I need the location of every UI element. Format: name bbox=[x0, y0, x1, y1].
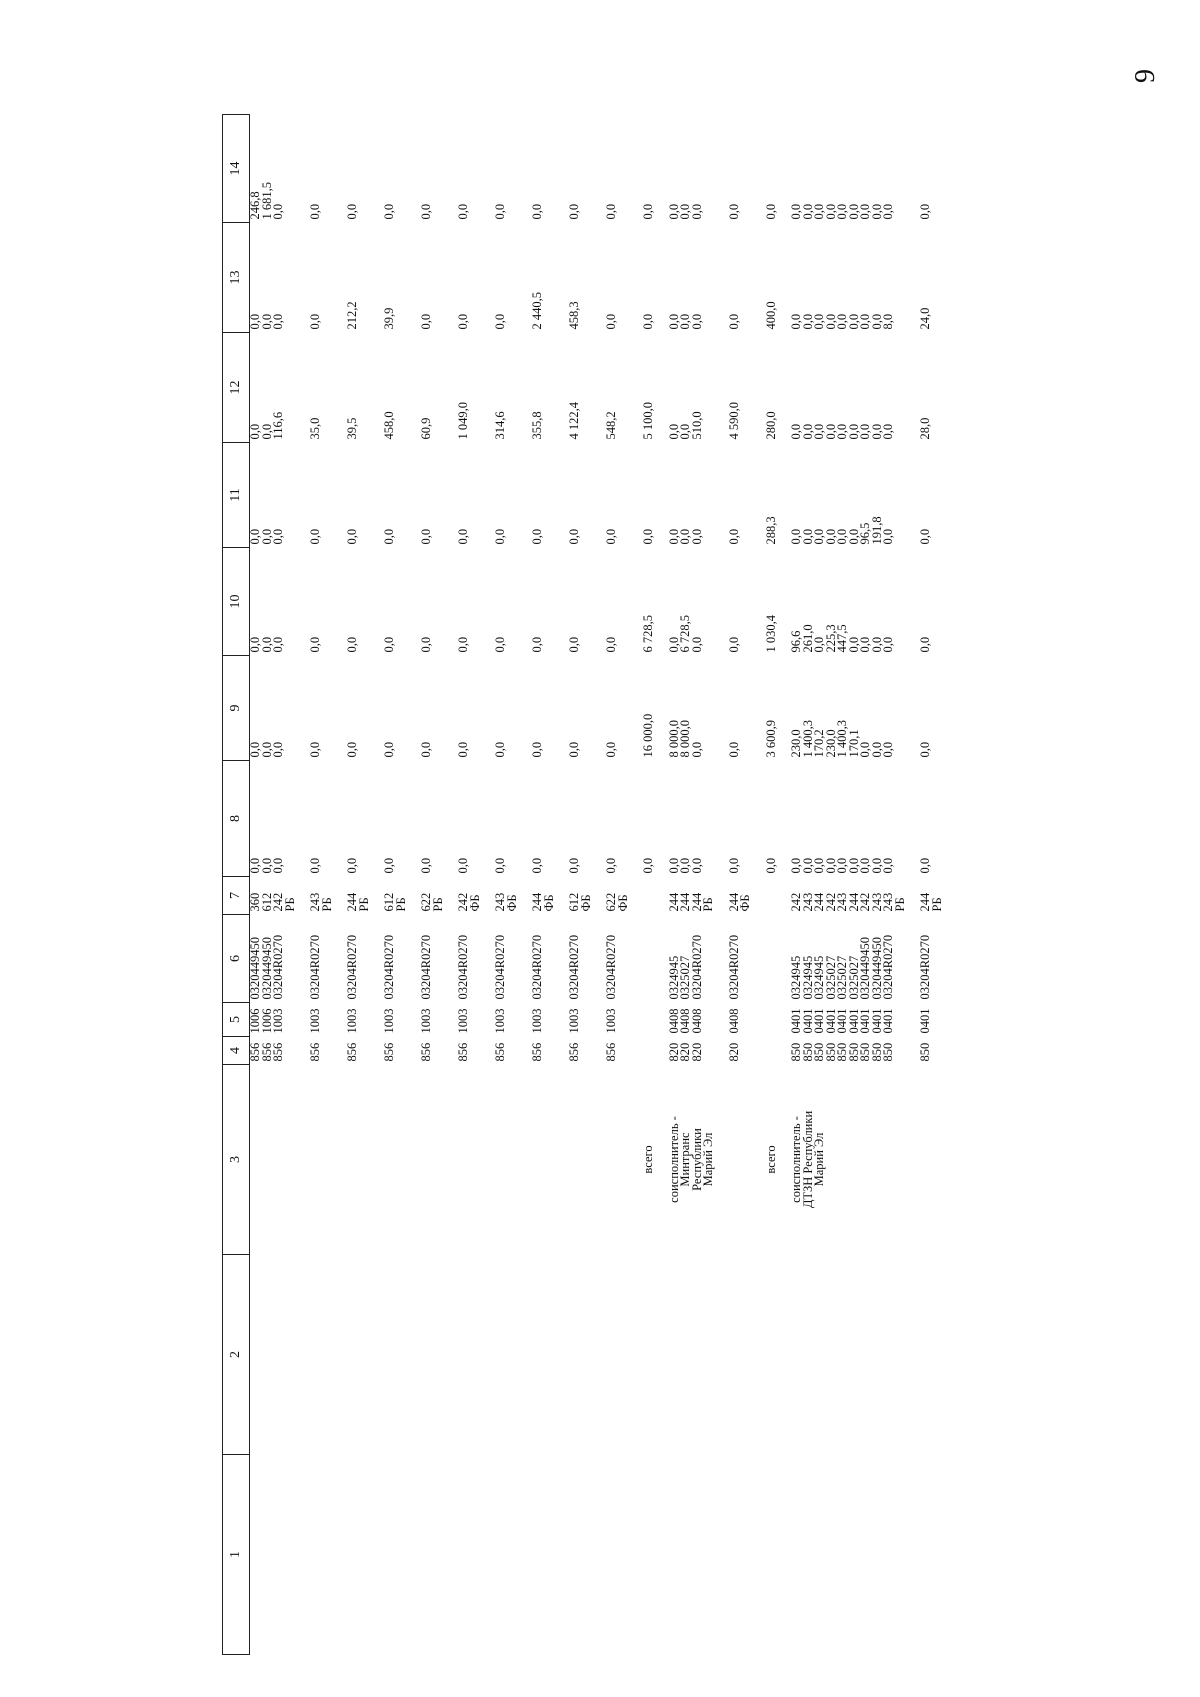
cell-col-13: 0,0 bbox=[456, 313, 470, 330]
cell-col-11: 0,0 0,0 0,0 0,0 0,0 0,0 96,5 191,8 0,0 bbox=[789, 516, 895, 545]
cell-col-2 bbox=[495, 1255, 518, 1455]
cell-col-12: 5 100,0 bbox=[641, 402, 655, 440]
cell-col-13: 212,2 bbox=[345, 301, 359, 330]
cell-col-1 bbox=[729, 1455, 752, 1655]
cell-col-6: 03204R0270 bbox=[567, 934, 581, 1000]
cell-col-11: 0,0 bbox=[382, 528, 396, 545]
cell-col-14: 0,0 0,0 0,0 0,0 0,0 0,0 0,0 0,0 0,0 bbox=[789, 203, 895, 220]
cell-col-14: 0,0 bbox=[530, 203, 544, 220]
cell-col-6: 03204R0270 bbox=[604, 934, 618, 1000]
cell-col-9: 3 600,9 bbox=[763, 720, 778, 758]
row-spacer bbox=[592, 115, 606, 1655]
cell-col-9: 0,0 bbox=[567, 741, 581, 758]
table-row bbox=[532, 115, 555, 1655]
cell-col-11: 0,0 bbox=[456, 528, 470, 545]
cell-col-10: 0,0 bbox=[419, 636, 433, 653]
row-spacer bbox=[752, 115, 766, 1655]
cell-col-4: 856 bbox=[456, 1042, 470, 1062]
cell-col-4: 856 bbox=[530, 1042, 544, 1062]
cell-col-8: 0,0 bbox=[419, 857, 433, 874]
cell-col-2 bbox=[920, 1255, 943, 1455]
column-header-2: 2 bbox=[223, 1255, 250, 1455]
cell-col-4: 820 bbox=[726, 1042, 741, 1062]
cell-col-7: 242 243 244 242 243 244 242 243 243 РБ bbox=[789, 892, 907, 912]
cell-col-8: 0,0 bbox=[641, 857, 655, 874]
cell-col-5: 1003 bbox=[419, 1008, 433, 1034]
column-header-5: 5 bbox=[223, 1003, 250, 1037]
cell-col-2 bbox=[791, 1255, 906, 1455]
cell-col-13: 400,0 bbox=[763, 301, 778, 330]
cell-col-1 bbox=[384, 1455, 407, 1655]
cell-col-11: 0,0 bbox=[918, 528, 932, 545]
cell-col-1 bbox=[421, 1455, 444, 1655]
cell-col-1 bbox=[532, 1455, 555, 1655]
table-row bbox=[310, 115, 333, 1655]
table-row bbox=[569, 115, 592, 1655]
cell-col-11: 0,0 bbox=[493, 528, 507, 545]
cell-col-1 bbox=[347, 1455, 370, 1655]
cell-col-8: 0,0 bbox=[456, 857, 470, 874]
row-spacer bbox=[777, 115, 791, 1655]
cell-col-14: 0,0 0,0 0,0 bbox=[666, 203, 704, 220]
cell-col-8: 0,0 bbox=[567, 857, 581, 874]
cell-col-11: 0,0 bbox=[419, 528, 433, 545]
cell-col-3 bbox=[250, 1065, 297, 1255]
cell-col-11: 288,3 bbox=[763, 516, 778, 545]
cell-col-10: 0,0 bbox=[456, 636, 470, 653]
cell-col-3 bbox=[569, 1065, 592, 1255]
cell-col-4: 850 850 850 850 850 850 850 850 850 bbox=[789, 1042, 895, 1062]
cell-col-5: 0401 bbox=[918, 1008, 932, 1034]
cell-col-2 bbox=[310, 1255, 333, 1455]
cell-col-10: 0,0 bbox=[493, 636, 507, 653]
cell-col-7: 622 РБ bbox=[419, 892, 445, 912]
column-header-6: 6 bbox=[223, 915, 250, 1003]
cell-col-5: 0408 0408 0408 bbox=[666, 1008, 704, 1034]
cell-col-10: 0,0 bbox=[567, 636, 581, 653]
cell-col-13: 0,0 bbox=[493, 313, 507, 330]
cell-col-10: 0,0 bbox=[604, 636, 618, 653]
cell-col-9: 230,0 1 400,3 170,2 230,0 1 400,3 170,1 0,0 0,0 0,0 bbox=[789, 720, 895, 758]
cell-col-4: 856 bbox=[493, 1042, 507, 1062]
cell-col-12: 1 049,0 bbox=[456, 402, 470, 440]
cell-col-6: 03204R0270 bbox=[345, 934, 359, 1000]
row-spacer bbox=[481, 115, 495, 1655]
cell-col-5: 1003 bbox=[567, 1008, 581, 1034]
cell-col-3 bbox=[532, 1065, 555, 1255]
cell-col-9: 0,0 bbox=[604, 741, 618, 758]
cell-col-13: 0,0 0,0 0,0 bbox=[666, 313, 704, 330]
cell-col-8: 0,0 bbox=[308, 857, 322, 874]
cell-col-12: 548,2 bbox=[604, 411, 618, 440]
cell-col-2 bbox=[766, 1255, 778, 1455]
cell-col-12: 4 122,4 bbox=[567, 402, 581, 440]
cell-col-13: 0,0 bbox=[726, 313, 741, 330]
cell-col-14: 0,0 bbox=[382, 203, 396, 220]
cell-col-9: 0,0 bbox=[308, 741, 322, 758]
cell-col-14: 0,0 bbox=[918, 203, 932, 220]
cell-col-2 bbox=[532, 1255, 555, 1455]
cell-col-2 bbox=[729, 1255, 752, 1455]
cell-col-13: 0,0 bbox=[604, 313, 618, 330]
column-header-11: 11 bbox=[223, 443, 250, 548]
cell-col-2 bbox=[569, 1255, 592, 1455]
cell-col-14: 0,0 bbox=[641, 203, 655, 220]
cell-col-3 bbox=[421, 1065, 444, 1255]
cell-col-9: 0,0 bbox=[726, 741, 741, 758]
cell-col-8: 0,0 bbox=[604, 857, 618, 874]
cell-col-14: 0,0 bbox=[493, 203, 507, 220]
cell-col-10: 0,0 6 728,5 0,0 bbox=[666, 615, 704, 653]
cell-col-8: 0,0 bbox=[382, 857, 396, 874]
row-spacer bbox=[444, 115, 458, 1655]
cell-col-5: 1003 bbox=[604, 1008, 618, 1034]
cell-col-10: 0,0 bbox=[308, 636, 322, 653]
cell-col-7: 243 ФБ bbox=[493, 892, 519, 912]
table-row bbox=[384, 115, 407, 1655]
cell-col-12: 39,5 bbox=[345, 417, 359, 440]
column-header-10: 10 bbox=[223, 548, 250, 656]
table-row bbox=[791, 115, 906, 1655]
cell-col-5: 1003 bbox=[308, 1008, 322, 1034]
cell-col-6: 0324945 0324945 0324945 0325027 0325027 0325027 0320449450 0320449450 03204R0270 bbox=[789, 934, 895, 1000]
cell-col-4: 856 bbox=[382, 1042, 396, 1062]
cell-col-10: 96,6 261,0 0,0 225,3 447,5 0,0 0,0 0,0 0,0 bbox=[789, 624, 895, 653]
cell-col-3: соисполнитель - ДТЗН Республики Марий Эл bbox=[789, 1110, 826, 1209]
cell-col-13: 0,0 0,0 0,0 bbox=[248, 313, 285, 330]
cell-col-13: 24,0 bbox=[918, 307, 932, 330]
cell-col-6 bbox=[766, 915, 778, 1003]
cell-col-9: 8 000,0 8 000,0 0,0 bbox=[666, 720, 704, 758]
cell-col-6: 0324945 0325027 03204R0270 bbox=[666, 934, 704, 1000]
cell-col-10: 0,0 bbox=[382, 636, 396, 653]
cell-col-13: 0,0 bbox=[641, 313, 655, 330]
cell-col-9: 0,0 0,0 0,0 bbox=[248, 741, 285, 758]
cell-col-9: 0,0 bbox=[456, 741, 470, 758]
cell-col-11: 0,0 0,0 0,0 bbox=[666, 528, 704, 545]
cell-col-7: 244 ФБ bbox=[530, 892, 556, 912]
cell-col-9: 0,0 bbox=[382, 741, 396, 758]
cell-col-3 bbox=[606, 1065, 629, 1255]
cell-col-5: 1003 bbox=[493, 1008, 507, 1034]
cell-col-14: 246,8 1 681,5 0,0 bbox=[248, 182, 285, 220]
column-header-4: 4 bbox=[223, 1037, 250, 1065]
column-header-7: 7 bbox=[223, 877, 250, 915]
cell-col-14: 0,0 bbox=[419, 203, 433, 220]
cell-col-14: 0,0 bbox=[308, 203, 322, 220]
cell-col-7: 244 ФБ bbox=[726, 892, 752, 912]
cell-col-1 bbox=[643, 1455, 655, 1655]
cell-col-1 bbox=[495, 1455, 518, 1655]
cell-col-14: 0,0 bbox=[345, 203, 359, 220]
row-spacer bbox=[555, 115, 569, 1655]
cell-col-5: 0408 bbox=[726, 1008, 741, 1034]
cell-col-9: 0,0 bbox=[530, 741, 544, 758]
row-spacer bbox=[715, 115, 729, 1655]
cell-col-1 bbox=[669, 1455, 715, 1655]
cell-col-7: 243 РБ bbox=[308, 892, 334, 912]
cell-col-5: 1003 bbox=[345, 1008, 359, 1034]
cell-col-5: 1003 bbox=[530, 1008, 544, 1034]
cell-col-12: 0,0 0,0 510,0 bbox=[666, 411, 704, 440]
cell-col-4: 820 820 820 bbox=[666, 1042, 704, 1062]
row-spacer bbox=[370, 115, 384, 1655]
cell-col-10: 0,0 bbox=[918, 636, 932, 653]
cell-col-6: 03204R0270 bbox=[493, 934, 507, 1000]
row-spacer bbox=[296, 115, 310, 1655]
cell-col-2 bbox=[384, 1255, 407, 1455]
cell-col-10: 0,0 0,0 0,0 bbox=[248, 636, 285, 653]
table-body bbox=[250, 115, 944, 1655]
column-header-9: 9 bbox=[223, 656, 250, 761]
row-spacer bbox=[333, 115, 347, 1655]
cell-col-10: 0,0 bbox=[726, 636, 741, 653]
cell-col-8: 0,0 bbox=[530, 857, 544, 874]
cell-col-7: 244 244 244 РБ bbox=[666, 892, 715, 912]
column-header-8: 8 bbox=[223, 761, 250, 877]
cell-col-1 bbox=[310, 1455, 333, 1655]
cell-col-8: 0,0 bbox=[918, 857, 932, 874]
cell-col-6: 03204R0270 bbox=[382, 934, 396, 1000]
cell-col-13: 2 440,5 bbox=[530, 292, 544, 330]
cell-col-9: 0,0 bbox=[493, 741, 507, 758]
cell-col-7: 612 РБ bbox=[382, 892, 408, 912]
cell-col-14: 0,0 bbox=[456, 203, 470, 220]
cell-col-8: 0,0 bbox=[763, 857, 778, 874]
table-row bbox=[250, 115, 297, 1655]
cell-col-1 bbox=[569, 1455, 592, 1655]
column-header-12: 12 bbox=[223, 333, 250, 443]
cell-col-7: 244 РБ bbox=[918, 892, 944, 912]
table-row bbox=[421, 115, 444, 1655]
cell-col-4: 850 bbox=[918, 1042, 932, 1062]
cell-col-2 bbox=[606, 1255, 629, 1455]
cell-col-3: всего bbox=[763, 1145, 778, 1174]
cell-col-10: 0,0 bbox=[345, 636, 359, 653]
cell-col-12: 0,0 0,0 0,0 0,0 0,0 0,0 0,0 0,0 0,0 bbox=[789, 423, 895, 440]
cell-col-11: 0,0 bbox=[726, 528, 741, 545]
cell-col-10: 0,0 bbox=[530, 636, 544, 653]
cell-col-4: 856 bbox=[308, 1042, 322, 1062]
table-row bbox=[458, 115, 481, 1655]
cell-col-11: 0,0 bbox=[641, 528, 655, 545]
cell-col-6: 03204R0270 bbox=[419, 934, 433, 1000]
table-row bbox=[347, 115, 370, 1655]
cell-col-2 bbox=[250, 1255, 297, 1455]
cell-col-14: 0,0 bbox=[763, 203, 778, 220]
cell-col-3: соисполнитель - Минтранс Республики Марий Эл bbox=[666, 1116, 715, 1203]
cell-col-8: 0,0 bbox=[345, 857, 359, 874]
table-row bbox=[766, 115, 778, 1655]
row-spacer bbox=[518, 115, 532, 1655]
cell-col-12: 4 590,0 bbox=[726, 402, 741, 440]
cell-col-9: 0,0 bbox=[918, 741, 932, 758]
column-header-1: 1 bbox=[223, 1455, 250, 1655]
cell-col-13: 458,3 bbox=[567, 301, 581, 330]
table-row bbox=[643, 115, 655, 1655]
cell-col-3 bbox=[495, 1065, 518, 1255]
cell-col-3 bbox=[384, 1065, 407, 1255]
cell-col-14: 0,0 bbox=[567, 203, 581, 220]
cell-col-4: 856 bbox=[567, 1042, 581, 1062]
cell-col-8: 0,0 0,0 0,0 bbox=[248, 857, 285, 874]
table-row bbox=[920, 115, 943, 1655]
cell-col-7: 242 ФБ bbox=[456, 892, 482, 912]
cell-col-3 bbox=[347, 1065, 370, 1255]
column-number-row bbox=[223, 115, 250, 1655]
cell-col-4 bbox=[766, 1037, 778, 1065]
cell-col-1 bbox=[606, 1455, 629, 1655]
row-spacer bbox=[629, 115, 643, 1655]
cell-col-1 bbox=[791, 1455, 906, 1655]
cell-col-1 bbox=[458, 1455, 481, 1655]
cell-col-3: всего bbox=[641, 1145, 655, 1174]
column-header-14: 14 bbox=[223, 115, 250, 223]
cell-col-3 bbox=[458, 1065, 481, 1255]
cell-col-3 bbox=[310, 1065, 333, 1255]
column-header-3: 3 bbox=[223, 1065, 250, 1255]
cell-col-12: 314,6 bbox=[493, 411, 507, 440]
cell-col-11: 0,0 bbox=[530, 528, 544, 545]
cell-col-1 bbox=[766, 1455, 778, 1655]
cell-col-5: 1006 1006 1003 bbox=[248, 1008, 285, 1034]
cell-col-13: 0,0 bbox=[419, 313, 433, 330]
table-row bbox=[729, 115, 752, 1655]
cell-col-7: 244 РБ bbox=[345, 892, 371, 912]
cell-col-2 bbox=[421, 1255, 444, 1455]
cell-col-1 bbox=[250, 1455, 297, 1655]
cell-col-13: 0,0 bbox=[308, 313, 322, 330]
cell-col-3 bbox=[920, 1065, 943, 1255]
cell-col-2 bbox=[458, 1255, 481, 1455]
row-spacer bbox=[407, 115, 421, 1655]
cell-col-6 bbox=[643, 915, 655, 1003]
cell-col-4: 856 bbox=[419, 1042, 433, 1062]
cell-col-10: 6 728,5 bbox=[641, 615, 655, 653]
cell-col-6: 03204R0270 bbox=[308, 934, 322, 1000]
cell-col-4 bbox=[643, 1037, 655, 1065]
cell-col-4: 856 bbox=[604, 1042, 618, 1062]
cell-col-11: 0,0 bbox=[604, 528, 618, 545]
cell-col-8: 0,0 bbox=[493, 857, 507, 874]
cell-col-14: 0,0 bbox=[604, 203, 618, 220]
cell-col-9: 0,0 bbox=[419, 741, 433, 758]
cell-col-11: 0,0 bbox=[345, 528, 359, 545]
cell-col-6: 03204R0270 bbox=[456, 934, 470, 1000]
cell-col-8: 0,0 0,0 0,0 0,0 0,0 0,0 0,0 0,0 0,0 bbox=[789, 857, 895, 874]
cell-col-5: 1003 bbox=[382, 1008, 396, 1034]
cell-col-12: 0,0 0,0 116,6 bbox=[248, 411, 285, 440]
cell-col-11: 0,0 0,0 0,0 bbox=[248, 528, 285, 545]
cell-col-6: 0320449450 0320449450 03204R0270 bbox=[248, 934, 285, 1000]
cell-col-12: 355,8 bbox=[530, 411, 544, 440]
cell-col-12: 280,0 bbox=[763, 411, 778, 440]
cell-col-7: 622 ФБ bbox=[604, 892, 630, 912]
budget-table bbox=[222, 114, 943, 1655]
cell-col-5: 0401 0401 0401 0401 0401 0401 0401 0401 0401 bbox=[789, 1008, 895, 1034]
cell-col-2 bbox=[347, 1255, 370, 1455]
cell-col-5 bbox=[643, 1003, 655, 1037]
cell-col-7: 360 612 242 РБ bbox=[248, 892, 297, 912]
cell-col-1 bbox=[920, 1455, 943, 1655]
cell-col-7 bbox=[766, 877, 778, 915]
cell-col-9: 0,0 bbox=[345, 741, 359, 758]
cell-col-4: 856 856 856 bbox=[248, 1042, 285, 1062]
cell-col-10: 1 030,4 bbox=[763, 615, 778, 653]
cell-col-5 bbox=[766, 1003, 778, 1037]
cell-col-13: 39,9 bbox=[382, 307, 396, 330]
cell-col-7 bbox=[643, 877, 655, 915]
cell-col-12: 28,0 bbox=[918, 417, 932, 440]
table-row bbox=[495, 115, 518, 1655]
cell-col-2 bbox=[669, 1255, 715, 1455]
cell-col-12: 458,0 bbox=[382, 411, 396, 440]
cell-col-11: 0,0 bbox=[567, 528, 581, 545]
cell-col-6: 03204R0270 bbox=[530, 934, 544, 1000]
cell-col-14: 0,0 bbox=[726, 203, 741, 220]
cell-col-4: 856 bbox=[345, 1042, 359, 1062]
cell-col-8: 0,0 bbox=[726, 857, 741, 874]
table-row bbox=[606, 115, 629, 1655]
cell-col-13: 0,0 0,0 0,0 0,0 0,0 0,0 0,0 0,0 8,0 bbox=[789, 313, 895, 330]
row-spacer bbox=[655, 115, 669, 1655]
column-header-13: 13 bbox=[223, 223, 250, 333]
row-spacer bbox=[906, 115, 920, 1655]
cell-col-11: 0,0 bbox=[308, 528, 322, 545]
table-row bbox=[669, 115, 715, 1655]
cell-col-12: 60,9 bbox=[419, 417, 433, 440]
page-number: 9 bbox=[1130, 69, 1161, 83]
cell-col-9: 16 000,0 bbox=[641, 713, 655, 758]
cell-col-8: 0,0 0,0 0,0 bbox=[666, 857, 704, 874]
cell-col-6: 03204R0270 bbox=[726, 934, 741, 1000]
cell-col-7: 612 ФБ bbox=[567, 892, 593, 912]
cell-col-5: 1003 bbox=[456, 1008, 470, 1034]
cell-col-12: 35,0 bbox=[308, 417, 322, 440]
cell-col-6: 03204R0270 bbox=[918, 934, 932, 1000]
cell-col-2 bbox=[643, 1255, 655, 1455]
cell-col-3 bbox=[729, 1065, 752, 1255]
